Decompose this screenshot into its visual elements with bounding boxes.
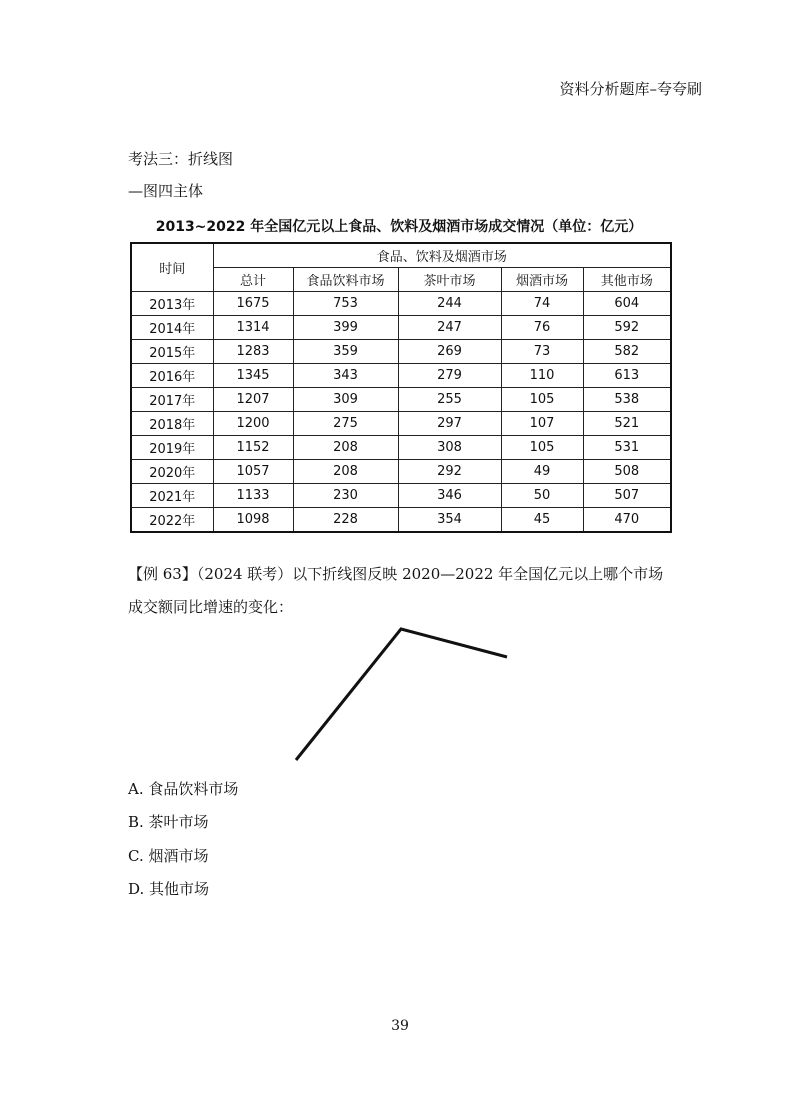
year-cell: 2015年 <box>131 340 213 364</box>
option-b[interactable]: B. 茶叶市场 <box>128 813 209 831</box>
value-cell: 354 <box>398 508 501 533</box>
value-cell: 1345 <box>213 364 293 388</box>
section-method: 考法三：折线图 <box>128 150 234 168</box>
table-row <box>131 484 671 508</box>
column-header: 茶叶市场 <box>398 268 501 292</box>
value-cell: 592 <box>583 316 671 340</box>
page-header: 资料分析题库–夸夸刷 <box>559 80 702 98</box>
value-cell: 538 <box>583 388 671 412</box>
column-header: 总计 <box>213 268 293 292</box>
value-cell: 228 <box>293 508 398 533</box>
value-cell: 359 <box>293 340 398 364</box>
option-a[interactable]: A. 食品饮料市场 <box>128 780 239 798</box>
value-cell: 308 <box>398 436 501 460</box>
value-cell: 1200 <box>213 412 293 436</box>
value-cell: 1207 <box>213 388 293 412</box>
value-cell: 45 <box>501 508 583 533</box>
value-cell: 343 <box>293 364 398 388</box>
year-cell: 2022年 <box>131 508 213 533</box>
value-cell: 521 <box>583 412 671 436</box>
table-title: 2013~2022 年全国亿元以上食品、饮料及烟酒市场成交情况（单位：亿元） <box>155 219 643 235</box>
line-sketch <box>280 620 520 770</box>
value-cell: 470 <box>583 508 671 533</box>
value-cell: 292 <box>398 460 501 484</box>
section-subtitle: —图四主体 <box>128 182 204 200</box>
value-cell: 531 <box>583 436 671 460</box>
value-cell: 208 <box>293 436 398 460</box>
value-cell: 399 <box>293 316 398 340</box>
value-cell: 76 <box>501 316 583 340</box>
table-row <box>131 292 671 316</box>
value-cell: 105 <box>501 436 583 460</box>
year-cell: 2020年 <box>131 460 213 484</box>
data-table <box>130 242 672 533</box>
column-header: 食品饮料市场 <box>293 268 398 292</box>
page-number: 39 <box>391 1018 409 1034</box>
question-label: 【例 63】 <box>128 565 197 583</box>
table-row <box>131 340 671 364</box>
value-cell: 346 <box>398 484 501 508</box>
year-cell: 2019年 <box>131 436 213 460</box>
table-row <box>131 412 671 436</box>
time-header: 时间 <box>131 243 213 292</box>
value-cell: 753 <box>293 292 398 316</box>
year-cell: 2021年 <box>131 484 213 508</box>
option-c[interactable]: C. 烟酒市场 <box>128 847 209 865</box>
value-cell: 1314 <box>213 316 293 340</box>
value-cell: 255 <box>398 388 501 412</box>
table-row <box>131 436 671 460</box>
value-cell: 297 <box>398 412 501 436</box>
table-row <box>131 508 671 533</box>
value-cell: 73 <box>501 340 583 364</box>
value-cell: 1152 <box>213 436 293 460</box>
table-row <box>131 316 671 340</box>
year-cell: 2017年 <box>131 388 213 412</box>
value-cell: 49 <box>501 460 583 484</box>
table-row <box>131 388 671 412</box>
value-cell: 279 <box>398 364 501 388</box>
value-cell: 247 <box>398 316 501 340</box>
year-cell: 2014年 <box>131 316 213 340</box>
value-cell: 604 <box>583 292 671 316</box>
group-header: 食品、饮料及烟酒市场 <box>213 243 671 268</box>
value-cell: 582 <box>583 340 671 364</box>
value-cell: 508 <box>583 460 671 484</box>
value-cell: 1283 <box>213 340 293 364</box>
value-cell: 208 <box>293 460 398 484</box>
value-cell: 1098 <box>213 508 293 533</box>
value-cell: 107 <box>501 412 583 436</box>
value-cell: 105 <box>501 388 583 412</box>
year-cell: 2013年 <box>131 292 213 316</box>
question-block <box>128 558 674 624</box>
value-cell: 1133 <box>213 484 293 508</box>
value-cell: 74 <box>501 292 583 316</box>
year-cell: 2016年 <box>131 364 213 388</box>
value-cell: 1675 <box>213 292 293 316</box>
value-cell: 1057 <box>213 460 293 484</box>
value-cell: 244 <box>398 292 501 316</box>
question-text: （2024 联考）以下折线图反映 2020—2022 年全国亿元以上哪个市场成交额同比增速的变化： <box>128 565 664 616</box>
value-cell: 230 <box>293 484 398 508</box>
value-cell: 110 <box>501 364 583 388</box>
value-cell: 309 <box>293 388 398 412</box>
value-cell: 507 <box>583 484 671 508</box>
table-row <box>131 460 671 484</box>
column-header: 烟酒市场 <box>501 268 583 292</box>
value-cell: 613 <box>583 364 671 388</box>
sketch-line <box>296 629 507 760</box>
value-cell: 275 <box>293 412 398 436</box>
value-cell: 269 <box>398 340 501 364</box>
year-cell: 2018年 <box>131 412 213 436</box>
option-d[interactable]: D. 其他市场 <box>128 880 210 898</box>
column-header: 其他市场 <box>583 268 671 292</box>
value-cell: 50 <box>501 484 583 508</box>
table-row <box>131 364 671 388</box>
